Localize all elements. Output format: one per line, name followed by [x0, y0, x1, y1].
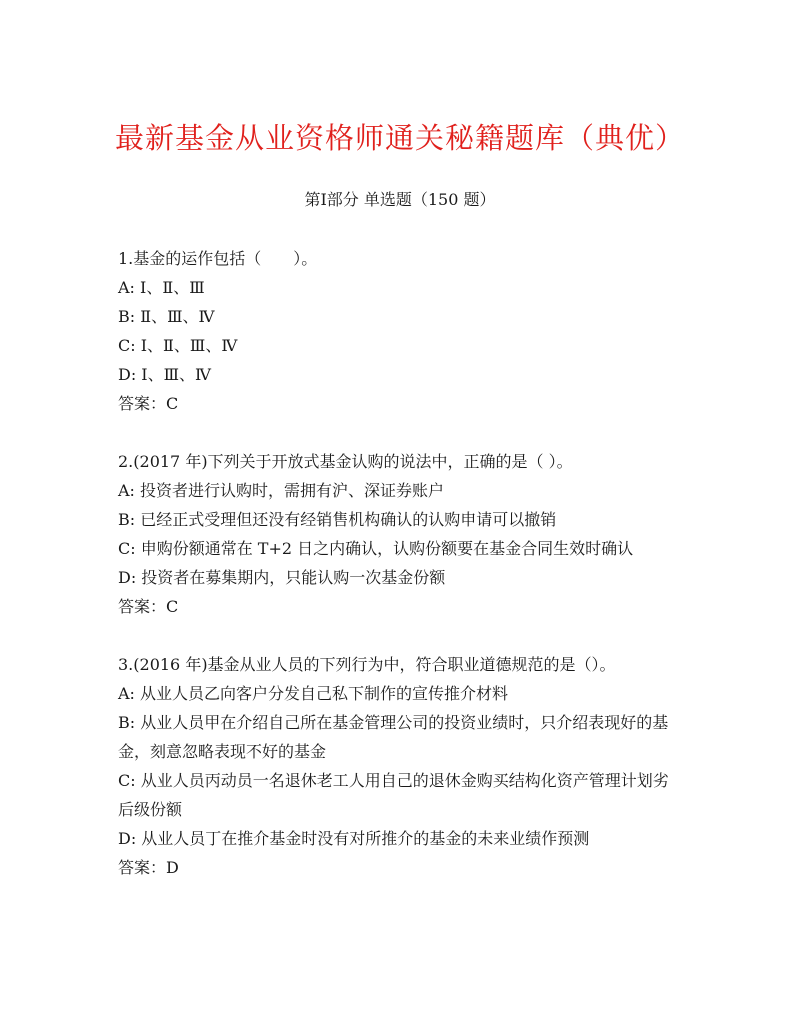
option-b: B: Ⅱ、Ⅲ、Ⅳ [118, 307, 215, 326]
option-a: A: Ⅰ、Ⅱ、Ⅲ [118, 278, 205, 297]
question-list [118, 244, 678, 882]
option-d: D: 从业人员丁在推介基金时没有对所推介的基金的未来业绩作预测 [118, 829, 590, 848]
question-spacer [118, 418, 678, 447]
option-c: C: 申购份额通常在 T+2 日之内确认，认购份额要在基金合同生效时确认 [118, 539, 634, 558]
question-spacer [118, 621, 678, 650]
question-1 [118, 244, 678, 418]
answer-line: 答案：D [118, 858, 179, 877]
answer-line: 答案：C [118, 394, 179, 413]
option-b: B: 从业人员甲在介绍自己所在基金管理公司的投资业绩时，只介绍表现好的基金，刻意忽略表现不好的基金 [118, 713, 669, 761]
option-b: B: 已经正式受理但还没有经销售机构确认的认购申请可以撤销 [118, 510, 557, 529]
section-heading: 第Ⅰ部分 单选题（150 题） [304, 190, 496, 209]
question-3 [118, 650, 678, 882]
option-a: A: 投资者进行认购时，需拥有沪、深证券账户 [118, 481, 445, 500]
document-title: 最新基金从业资格师通关秘籍题库（典优） [114, 121, 685, 155]
question-stem: 1.基金的运作包括（ ）。 [118, 249, 318, 268]
answer-line: 答案：C [118, 597, 179, 616]
option-c: C: Ⅰ、Ⅱ、Ⅲ、Ⅳ [118, 336, 238, 355]
option-a: A: 从业人员乙向客户分发自己私下制作的宣传推介材料 [118, 684, 509, 703]
question-stem: 2.(2017 年)下列关于开放式基金认购的说法中，正确的是（ ）。 [118, 452, 573, 471]
question-stem: 3.(2016 年)基金从业人员的下列行为中，符合职业道德规范的是（）。 [118, 655, 616, 674]
option-d: D: 投资者在募集期内，只能认购一次基金份额 [118, 568, 446, 587]
option-d: D: Ⅰ、Ⅲ、Ⅳ [118, 365, 212, 384]
question-2 [118, 447, 678, 621]
option-c: C: 从业人员丙动员一名退休老工人用自己的退休金购买结构化资产管理计划劣后级份额 [118, 771, 669, 819]
